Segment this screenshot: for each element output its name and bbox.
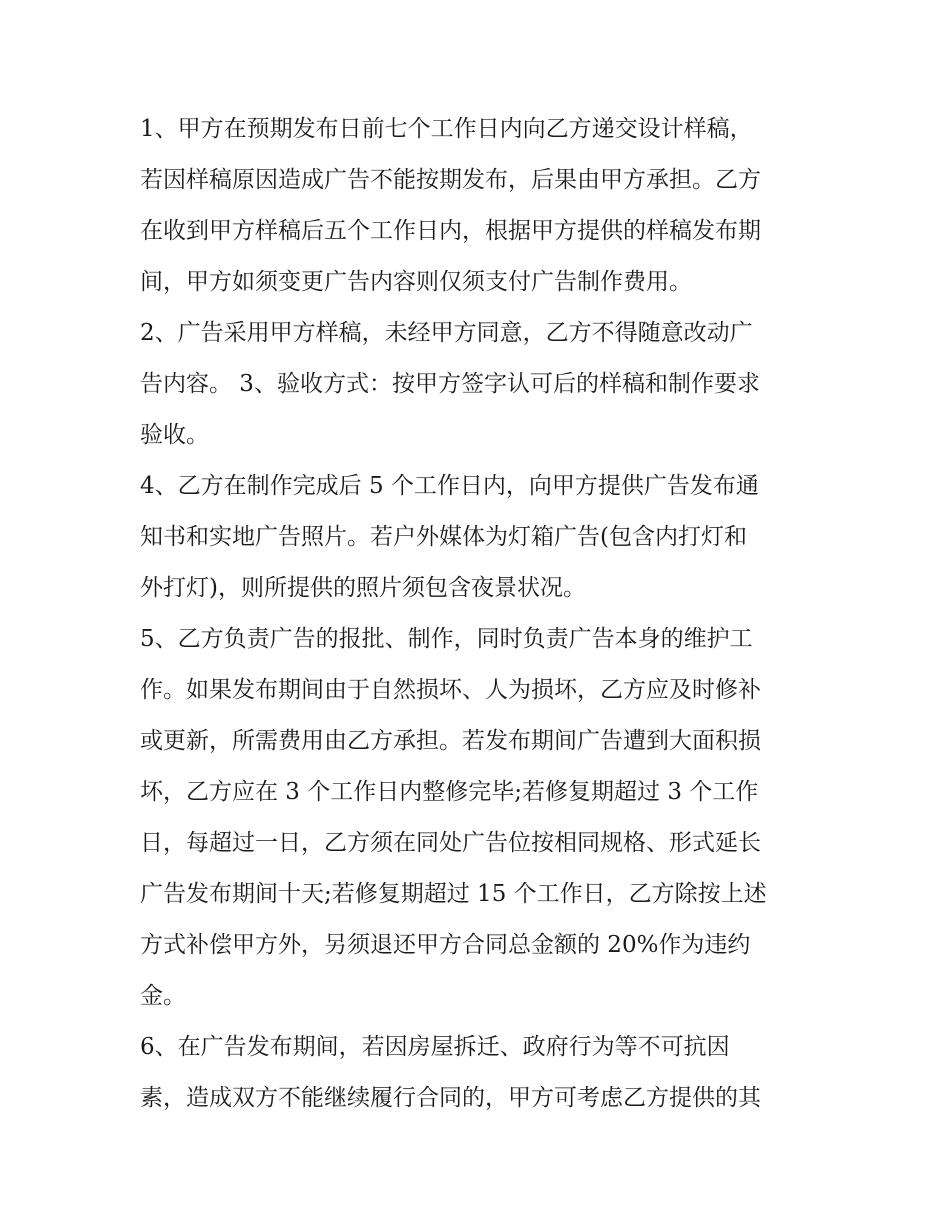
text-line: 间，甲方如须变更广告内容则仅须支付广告制作费用。 [140, 269, 692, 295]
text-line: 日，每超过一日，乙方须在同处广告位按相同规格、形式延长 [140, 830, 761, 856]
text-line: 金。 [140, 983, 186, 1009]
text-line: 若因样稿原因造成广告不能按期发布，后果由甲方承担。乙方 [140, 167, 761, 193]
text-line: 外打灯)，则所提供的照片须包含夜景状况。 [140, 575, 586, 601]
text-line: 坏，乙方应在 3 个工作日内整修完毕;若修复期超过 3 个工作 [140, 779, 759, 805]
contract-text-body [140, 104, 812, 1124]
text-line: 2、广告采用甲方样稿，未经甲方同意，乙方不得随意改动广 [140, 320, 753, 346]
text-line: 或更新，所需费用由乙方承担。若发布期间广告遭到大面积损 [140, 728, 761, 754]
text-line: 知书和实地广告照片。若户外媒体为灯箱广告(包含内打灯和 [140, 524, 747, 550]
text-line: 5、乙方负责广告的报批、制作，同时负责广告本身的维护工 [140, 626, 753, 652]
text-line: 作。如果发布期间由于自然损坏、人为损坏，乙方应及时修补 [140, 677, 761, 703]
text-line: 在收到甲方样稿后五个工作日内，根据甲方提供的样稿发布期 [140, 218, 761, 244]
text-line: 广告发布期间十天;若修复期超过 15 个工作日，乙方除按上述 [140, 881, 767, 907]
text-line: 4、乙方在制作完成后 5 个工作日内，向甲方提供广告发布通 [140, 473, 759, 499]
text-line: 告内容。 3、验收方式：按甲方签字认可后的样稿和制作要求 [140, 371, 760, 397]
text-line: 验收。 [140, 422, 209, 448]
text-line: 1、甲方在预期发布日前七个工作日内向乙方递交设计样稿， [140, 116, 753, 142]
text-line: 素，造成双方不能继续履行合同的，甲方可考虑乙方提供的其 [140, 1085, 761, 1111]
text-line: 方式补偿甲方外，另须退还甲方合同总金额的 20%作为违约 [140, 932, 751, 958]
text-line: 6、在广告发布期间，若因房屋拆迁、政府行为等不可抗因 [140, 1034, 730, 1060]
